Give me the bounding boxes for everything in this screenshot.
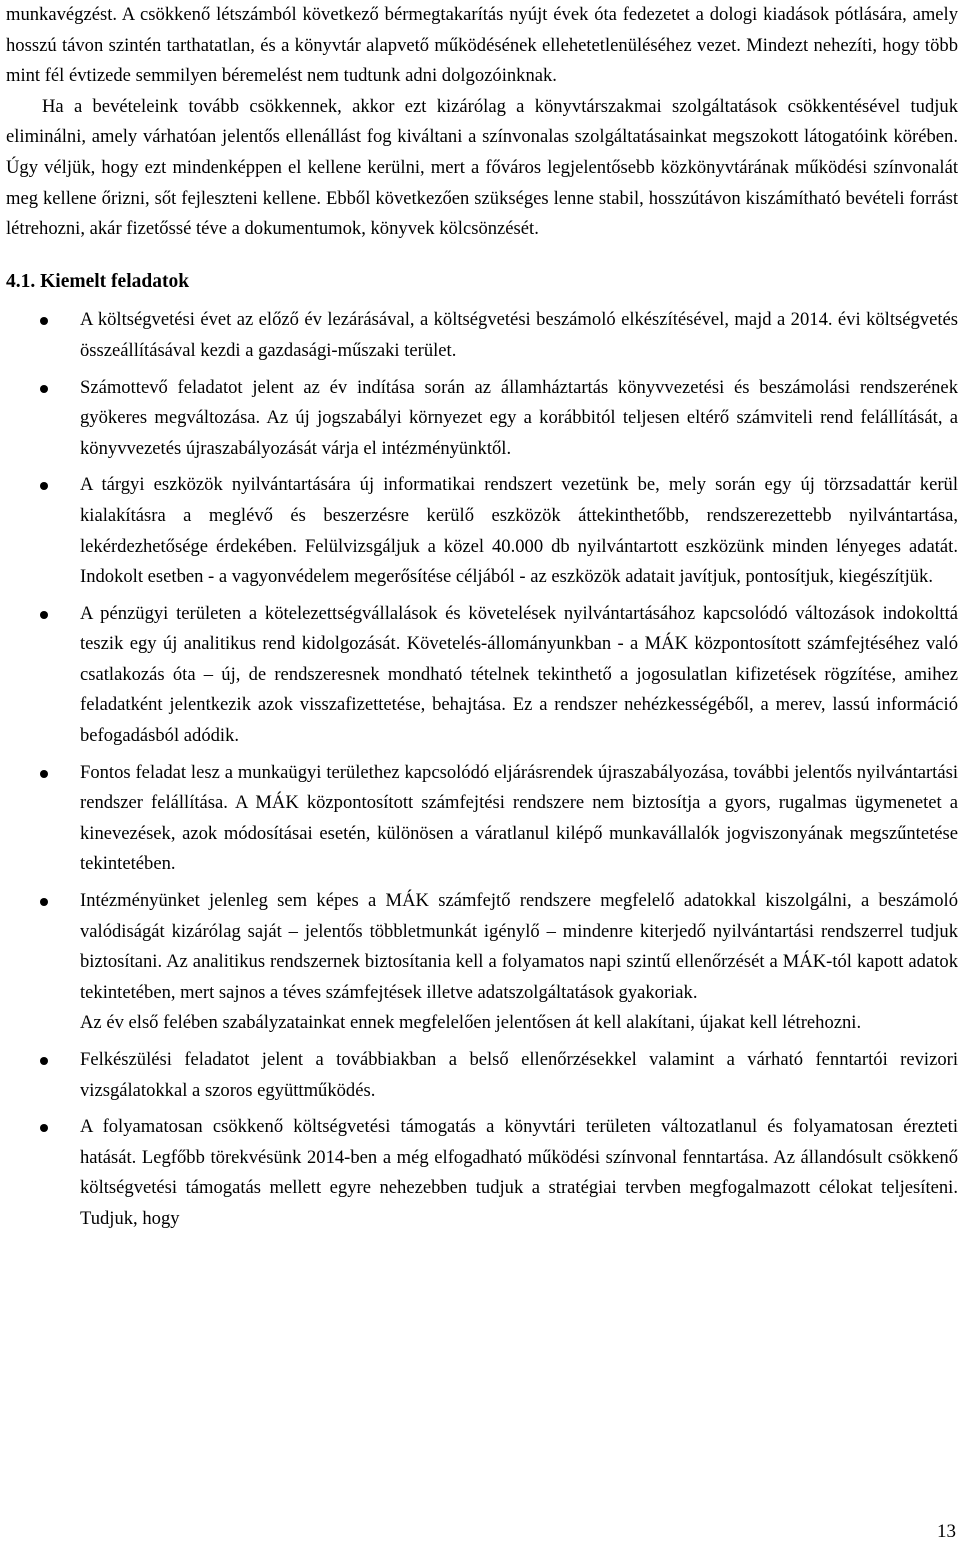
list-item (6, 305, 958, 366)
list-item (6, 886, 958, 1039)
list-item-text: A költségvetési évet az előző év lezárásával, a költségvetési beszámoló elkészítésével, majd a 2014. évi költségvetés összeállításával kezdi a gazdasági-műszaki terület. (80, 309, 958, 361)
list-item (6, 470, 958, 592)
list-item (6, 599, 958, 752)
bullet-icon (40, 898, 48, 906)
page-number: 13 (937, 1521, 956, 1542)
list-item (6, 373, 958, 465)
list-item-text: A folyamatosan csökkenő költségvetési támogatás a könyvtári területen változatlanul és folyamatosan érezteti hatását. Legfőbb törekvésünk 2014-ben a még elfogadható működési színvonal fenntartása. Az állandósult csökkenő költségvetési támogatás mellett egyre nehezebben tudjuk a stratégiai tervben megfogalmazott célokat teljesíteni. Tudjuk, hogy (80, 1116, 958, 1229)
list-item (6, 1045, 958, 1106)
list-item (6, 758, 958, 880)
document-page (6, 0, 958, 1241)
intro-paragraph: munkavégzést. A csökkenő létszámból következő bérmegtakarítás nyújt évek óta fedezetet a dologi kiadások pótlására, amely hosszú távon szintén tarthatatlan, és a könyvtár alapvető működésének ellehetetlenüléséhez vezet. Mindezt nehezíti, hogy több mint fél évtizede semmilyen béremelést nem tudtunk adni dolgozóinknak. (6, 4, 958, 87)
list-item-text: Fontos feladat lesz a munkaügyi területhez kapcsolódó eljárásrendek újraszabályozása, további jelentős nyilvántartási rendszer felállítása. A MÁK központosított számfejtési rendszere nem biztosítja a gyors, rugalmas ügymenetet a kinevezések, azok módosításai esetén, különösen a váratlanul kilépő munkavállalók jogviszonyának megszűntetése tekintetében. (80, 761, 958, 875)
bullet-icon (40, 770, 48, 778)
list-item-text: Számottevő feladatot jelent az év indítása során az államháztartás könyvvezetési és beszámolási rendszerének gyökeres megváltozása. Az új jogszabályi környezet egy a korábbitól teljesen eltérő számviteli rend felállítását, a könyvvezetés újraszabályozását várja el intézményünktől. (80, 376, 958, 459)
bullet-icon (40, 1124, 48, 1132)
section-heading: 4.1. Kiemelt feladatok (6, 270, 190, 292)
bullet-icon (40, 385, 48, 393)
task-list (6, 305, 958, 1234)
list-item-text: Intézményünket jelenleg sem képes a MÁK számfejtő rendszere megfelelő adatokkal kiszolgálni, a beszámoló valódiságát kizárólag saját – jelentős többletmunkát igénylő – mindenre kiterjedő nyilvántartási rendszerrel tudjuk biztosítani. Az analitikus rendszernek biztosítania kell a folyamatos napi szintű ellenőrzését a MÁK-tól kapott adatok tekintetében, mert sajnos a téves számfejtések illetve adatszolgáltatások gyakoriak. (80, 890, 958, 1003)
body-paragraph: Ha a bevételeink tovább csökkennek, akkor ezt kizárólag a könyvtárszakmai szolgáltatások csökkentésével tudjuk eliminálni, amely várhatóan jelentős ellenállást fog kiváltani a színvonalas szolgáltatásainkat megszokott látogatóink körében. Úgy véljük, hogy ezt mindenképpen el kellene kerülni, mert a főváros legjelentősebb közkönyvtárának működési színvonalát meg kellene őrizni, sőt fejleszteni kellene. Ebből következően szükséges lenne stabil, hosszútávon kiszámítható bevételi forrást létrehozni, akár fizetőssé téve a dokumentumok, könyvek kölcsönzését. (6, 95, 958, 240)
list-item-text: A tárgyi eszközök nyilvántartására új informatikai rendszert vezetünk be, mely során egy új törzsadattár kerül kialakításra a meglévő és beszerzésre kerülő eszközök áttekinthetőbb, rendszerezettebb nyilvántartása, lekérdezhetősége érdekében. Felülvizsgáljuk a közel 40.000 db nyilvántartott eszközünk minden lényeges adatát. Indokolt esetben - a vagyonvédelem megerősítése céljából - az eszközök adatait javítjuk, pontosítjuk, kiegészítjük. (80, 474, 958, 588)
bullet-icon (40, 317, 48, 325)
list-item-extra-text: Az év első felében szabályzatainkat ennek megfelelően jelentősen át kell alakítani, újakat kell létrehozni. (80, 1012, 862, 1034)
bullet-icon (40, 482, 48, 490)
list-item-text: Felkészülési feladatot jelent a továbbiakban a belső ellenőrzésekkel valamint a várható fenntartói revizori vizsgálatokkal a szoros együttműködés. (80, 1049, 958, 1101)
bullet-icon (40, 611, 48, 619)
list-item-text: A pénzügyi területen a kötelezettségvállalások és követelések nyilvántartásához kapcsolódó változások indokolttá teszik egy új analitikus rend kidolgozását. Követelés-állományunkban - a MÁK központosított számfejtéséhez való csatlakozás óta – új, de rendszeresnek mondható tételnek tekinthető a jogosulatlan kifizetések rögzítése, amihez feladatként jelentkezik azok visszafizettetése, behajtása. Ez a rendszer nehézkességéből, a merev, lassú információ befogadásból adódik. (80, 602, 958, 747)
list-item (6, 1112, 958, 1234)
bullet-icon (40, 1057, 48, 1065)
